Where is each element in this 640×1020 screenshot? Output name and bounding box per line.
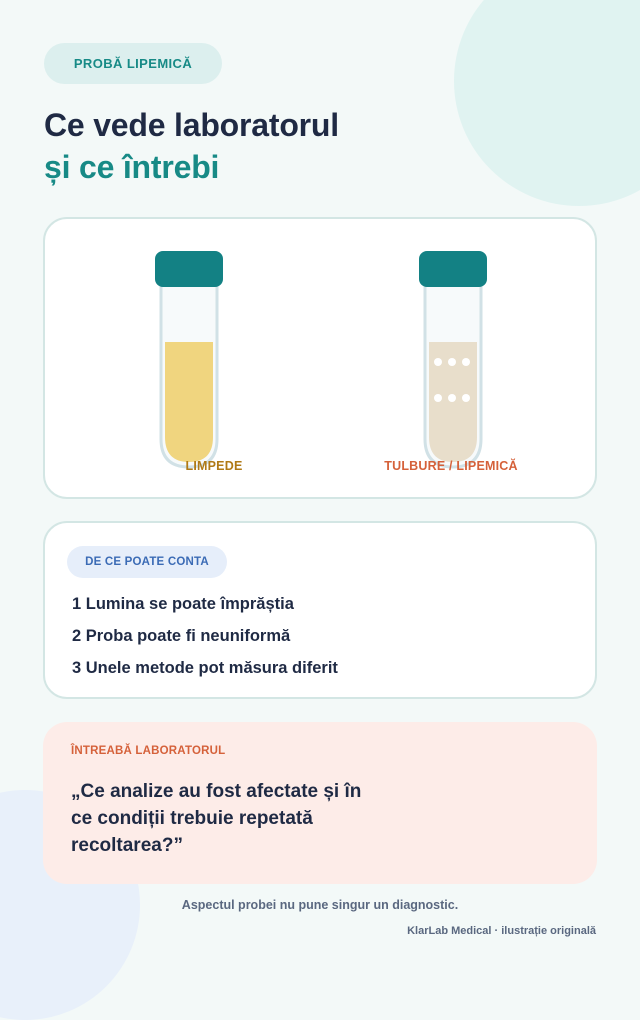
tubes-card — [43, 217, 597, 499]
clear-tube-label: LIMPEDE — [185, 459, 243, 473]
reason-item: 2 Proba poate fi neuniformă — [72, 627, 291, 645]
reasons-badge: DE CE POATE CONTA — [67, 546, 227, 578]
page-title-line2: și ce întrebi — [44, 149, 220, 185]
clear-tube-cap — [155, 251, 223, 287]
turbid-tube-illustration — [419, 251, 487, 467]
decor-circle-top-right — [454, 0, 640, 206]
reasons-list — [72, 591, 338, 687]
disclaimer-note: Aspectul probei nu pune singur un diagnostic. — [181, 898, 459, 912]
turbid-tube-label: TULBURE / LIPEMICĂ — [384, 459, 518, 473]
clear-tube-illustration — [155, 251, 223, 467]
page-title — [44, 104, 339, 188]
ask-lab-quote: „Ce analize au fost afectate și în ce condiții trebuie repetată recoltarea?” — [71, 781, 362, 856]
topic-badge: PROBĂ LIPEMICĂ — [44, 43, 222, 84]
credit-line: KlarLab Medical · ilustrație originală — [407, 925, 596, 937]
reasons-card — [43, 521, 597, 699]
page-title-line1: Ce vede laboratorul — [44, 107, 339, 143]
clear-serum — [165, 342, 213, 462]
reason-item: 3 Unele metode pot măsura diferit — [72, 659, 338, 677]
ask-lab-label: ÎNTREABĂ LABORATORUL — [71, 745, 226, 757]
reason-item: 1 Lumina se poate împrăștia — [72, 595, 294, 613]
turbid-tube-cap — [419, 251, 487, 287]
ask-lab-card — [43, 722, 597, 884]
